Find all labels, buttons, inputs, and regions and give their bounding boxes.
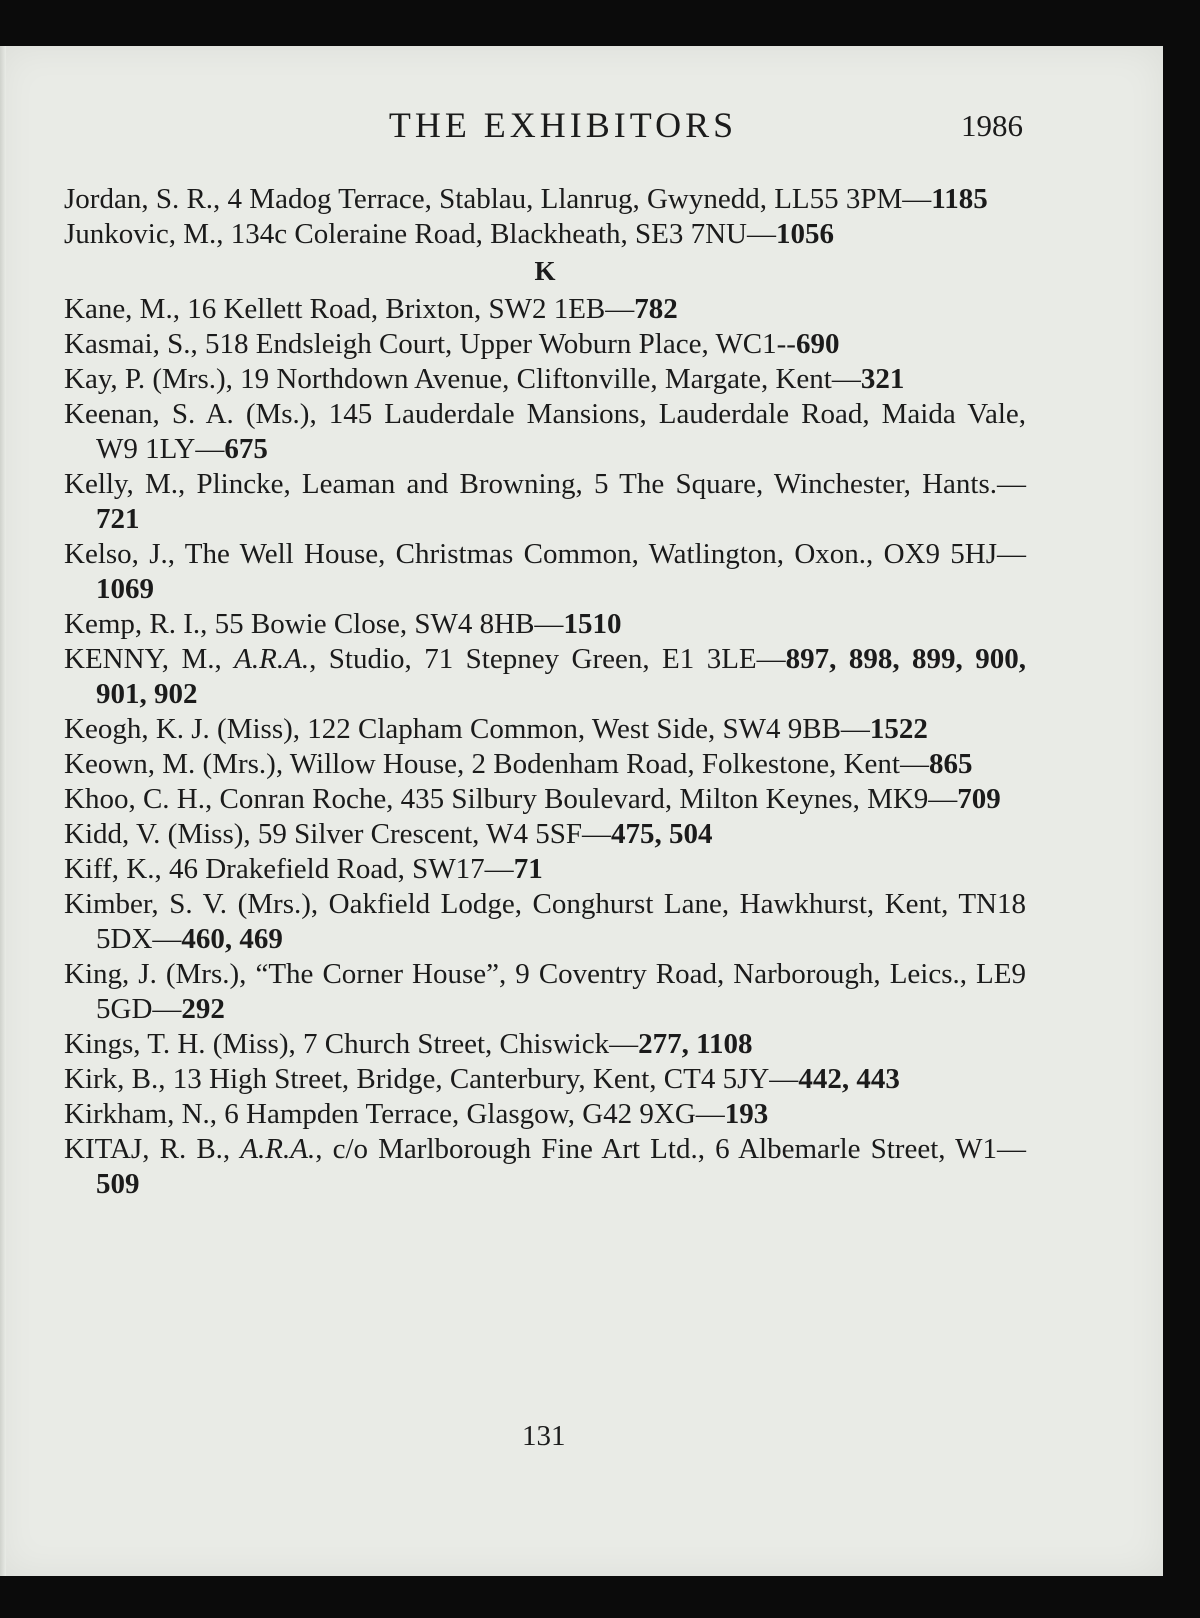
catalogue-numbers: 321 bbox=[860, 363, 905, 395]
catalogue-numbers: 292 bbox=[181, 993, 225, 1025]
exhibitor-entry: KENNY, M., A.R.A., Studio, 71 Stepney Green, E1 3LE—897, 898, 899, 900, 901, 902 bbox=[64, 643, 1026, 710]
catalogue-numbers: 690 bbox=[795, 328, 840, 360]
exhibitor-entry: Kirk, B., 13 High Street, Bridge, Canterbury, Kent, CT4 5JY—442, 443 bbox=[64, 1063, 900, 1095]
academician-qualifier: A.R.A. bbox=[240, 1133, 316, 1165]
catalogue-numbers: 1069 bbox=[96, 573, 154, 605]
exhibitor-entry: King, J. (Mrs.), “The Corner House”, 9 Coventry Road, Narborough, Leics., LE9 5GD—292 bbox=[64, 958, 1026, 1025]
exhibitor-entry: Kimber, S. V. (Mrs.), Oakfield Lodge, Conghurst Lane, Hawkhurst, Kent, TN18 5DX—460, 469 bbox=[64, 888, 1026, 955]
catalogue-numbers: 709 bbox=[957, 783, 1001, 815]
catalogue-numbers: 71 bbox=[513, 853, 543, 885]
catalogue-numbers: 675 bbox=[224, 433, 268, 465]
exhibitor-entry: Kings, T. H. (Miss), 7 Church Street, Chiswick—277, 1108 bbox=[64, 1028, 753, 1060]
catalogue-numbers: 782 bbox=[634, 293, 678, 325]
exhibitor-entry: Kirkham, N., 6 Hampden Terrace, Glasgow, G42 9XG—193 bbox=[64, 1098, 769, 1130]
catalogue-numbers: 1522 bbox=[869, 713, 928, 745]
section-letter-heading: K bbox=[534, 256, 556, 286]
exhibitor-entry: Kay, P. (Mrs.), 19 Northdown Avenue, Cliftonville, Margate, Kent—321 bbox=[64, 363, 905, 395]
page-number: 131 bbox=[522, 1420, 566, 1452]
exhibitor-entry: Kasmai, S., 518 Endsleigh Court, Upper Woburn Place, WC1--690 bbox=[64, 328, 840, 360]
page-edge-shadow bbox=[0, 46, 6, 1576]
exhibitor-entry: Kidd, V. (Miss), 59 Silver Crescent, W4 5SF—475, 504 bbox=[64, 818, 713, 850]
catalogue-numbers: 1510 bbox=[563, 608, 622, 640]
catalogue-numbers: 897, 898, 899, 900, 901, 902 bbox=[96, 643, 1026, 710]
exhibitor-entry: Keown, M. (Mrs.), Willow House, 2 Bodenham Road, Folkestone, Kent—865 bbox=[64, 748, 973, 780]
catalogue-numbers: 865 bbox=[929, 748, 973, 780]
exhibitor-entry: Junkovic, M., 134c Coleraine Road, Blackheath, SE3 7NU—1056 bbox=[64, 218, 834, 250]
exhibitor-entry: Keenan, S. A. (Ms.), 145 Lauderdale Mansions, Lauderdale Road, Maida Vale, W9 1LY—675 bbox=[64, 398, 1026, 465]
book-page bbox=[0, 46, 1163, 1576]
catalogue-numbers: 475, 504 bbox=[611, 818, 713, 850]
exhibitor-entry: Kemp, R. I., 55 Bowie Close, SW4 8HB—1510 bbox=[64, 608, 622, 640]
exhibitor-entry: Keogh, K. J. (Miss), 122 Clapham Common, West Side, SW4 9BB—1522 bbox=[64, 713, 928, 745]
exhibitor-entry: KITAJ, R. B., A.R.A., c/o Marlborough Fine Art Ltd., 6 Albemarle Street, W1—509 bbox=[64, 1133, 1026, 1200]
exhibitor-entry: Kelso, J., The Well House, Christmas Common, Watlington, Oxon., OX9 5HJ—1069 bbox=[64, 538, 1026, 605]
catalogue-numbers: 509 bbox=[96, 1168, 140, 1200]
catalogue-numbers: 1056 bbox=[776, 218, 834, 250]
catalogue-numbers: 1185 bbox=[931, 183, 988, 215]
running-head-year: 1986 bbox=[961, 108, 1023, 143]
catalogue-numbers: 193 bbox=[724, 1098, 769, 1130]
exhibitor-entry: Kane, M., 16 Kellett Road, Brixton, SW2 1EB—782 bbox=[64, 293, 678, 325]
exhibitor-entry: Khoo, C. H., Conran Roche, 435 Silbury Boulevard, Milton Keynes, MK9—709 bbox=[64, 783, 1001, 815]
catalogue-numbers: 721 bbox=[96, 503, 140, 535]
catalogue-numbers: 277, 1108 bbox=[638, 1028, 753, 1060]
exhibitor-entry: Kelly, M., Plincke, Leaman and Browning, 5 The Square, Winchester, Hants.—721 bbox=[64, 468, 1026, 535]
running-head-title: THE EXHIBITORS bbox=[388, 105, 738, 145]
exhibitor-entry: Jordan, S. R., 4 Madog Terrace, Stablau, Llanrug, Gwynedd, LL55 3PM—1185 bbox=[64, 183, 988, 215]
exhibitor-list bbox=[64, 182, 1026, 1202]
catalogue-numbers: 442, 443 bbox=[798, 1063, 900, 1095]
exhibitor-entry: Kiff, K., 46 Drakefield Road, SW17—71 bbox=[64, 853, 543, 885]
catalogue-numbers: 460, 469 bbox=[181, 923, 283, 955]
academician-qualifier: A.R.A. bbox=[234, 643, 310, 675]
